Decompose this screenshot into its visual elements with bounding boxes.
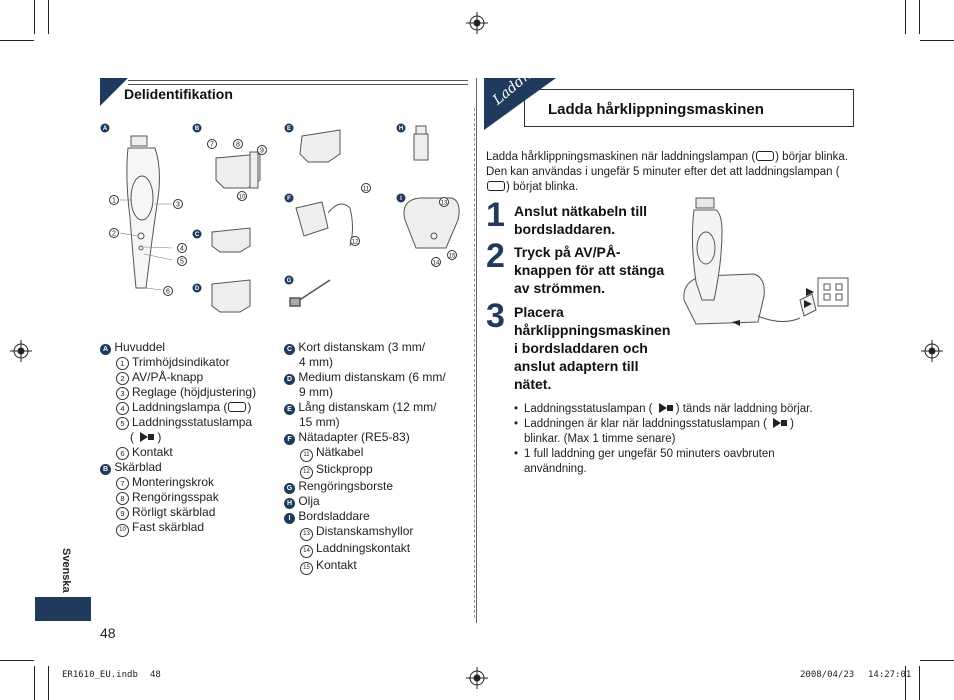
charge-status-icon	[659, 403, 667, 413]
dashed-divider	[474, 108, 475, 618]
diagram-badge: C	[194, 232, 200, 239]
charge-status-icon	[773, 418, 781, 428]
crop-mark	[34, 0, 35, 34]
crop-mark	[34, 666, 35, 700]
list-item: 8 Rengöringsspak	[100, 490, 256, 505]
registration-mark-icon	[466, 667, 488, 689]
crop-mark	[48, 0, 49, 34]
list-item: I Bordsladdare	[284, 509, 446, 524]
list-item: A Huvuddel	[100, 340, 256, 355]
list-item: 2 AV/PÅ-knapp	[100, 370, 256, 385]
list-item: 3 Reglage (höjdjustering)	[100, 385, 256, 400]
crop-mark	[920, 40, 954, 41]
diagram-number: 10	[238, 194, 246, 201]
list-item: 11 Nätkabel	[284, 445, 446, 462]
registration-mark-icon	[921, 340, 943, 362]
diagram-badge: G	[286, 278, 292, 285]
list-item: 1 Trimhöjdsindikator	[100, 355, 256, 370]
footer-time: 14:27:01	[868, 670, 912, 680]
crop-mark	[919, 0, 920, 34]
charge-lamp-icon	[487, 181, 505, 191]
crop-mark	[905, 0, 906, 34]
list-item: 9 Rörligt skärblad	[100, 505, 256, 520]
crop-mark	[0, 660, 34, 661]
list-item: 12 Stickpropp	[284, 462, 446, 479]
diagram-number: 5	[180, 258, 184, 266]
list-item: 7 Monteringskrok	[100, 475, 256, 490]
charge-lamp-icon	[228, 402, 246, 412]
registration-mark-icon	[466, 12, 488, 34]
section-title-left: Delidentifikation	[124, 86, 233, 102]
footer-date: 2008/04/23	[800, 670, 855, 680]
list-item: 15 Kontakt	[284, 558, 446, 575]
list-item: 4 mm)	[299, 355, 333, 369]
list-item: E Lång distanskam (12 mm/	[284, 400, 446, 415]
intro-paragraph: Ladda hårklippningsmaskinen när laddningslampan ( ) börjar blinka. Den kan användas i ungefär 5 minuter efter det att laddningslampan () börjat blinka.	[486, 151, 849, 193]
list-item: H Olja	[284, 494, 446, 509]
list-item: 13 Distanskamshyllor	[284, 524, 446, 541]
list-item: 15 mm)	[299, 415, 340, 429]
diagram-badge: F	[287, 196, 291, 203]
footer-page: 48	[150, 670, 161, 680]
diagram-number: 1	[112, 197, 116, 205]
list-item: 9 mm)	[299, 385, 333, 399]
list-item: ( )	[130, 430, 162, 444]
diagram-number: 3	[176, 201, 180, 209]
diagram-badge: H	[398, 126, 404, 133]
list-item: 10 Fast skärblad	[100, 520, 256, 537]
list-item: 4 Laddningslampa ( )	[100, 400, 256, 415]
list-item: • Laddningen är klar när laddningsstatuslampan ( ) blinkar. (Max 1 timme senare)	[514, 417, 854, 447]
diagram-number: 8	[236, 141, 240, 149]
section-script-label: Laddning	[490, 52, 552, 109]
crop-mark	[0, 40, 34, 41]
diagram-number: 7	[210, 141, 214, 149]
diagram-number: 13	[440, 200, 448, 207]
charge-status-icon	[140, 432, 148, 442]
list-item: B Skärblad	[100, 460, 256, 475]
language-tab	[35, 597, 91, 621]
parts-diagram	[100, 118, 470, 343]
crop-mark	[920, 660, 954, 661]
diagram-number: 14	[432, 260, 440, 267]
crop-mark	[919, 666, 920, 700]
step-number: 1	[486, 196, 505, 234]
parts-list-col1	[100, 340, 256, 537]
registration-mark-icon	[10, 340, 32, 362]
diagram-number: 12	[351, 239, 359, 246]
diagram-badge: A	[102, 126, 108, 133]
list-item: 6 Kontakt	[100, 445, 256, 460]
list-item: C Kort distanskam (3 mm/	[284, 340, 446, 355]
language-tab-label: Svenska	[60, 548, 72, 593]
step-text: Placera hårklippningsmaskinen i bordsladdaren och anslut adaptern till nätet.	[514, 304, 671, 392]
section-title-right: Ladda hårklippningsmaskinen	[548, 101, 764, 118]
diagram-number: 9	[260, 147, 264, 155]
diagram-badge: I	[400, 196, 402, 203]
page-number: 48	[100, 625, 116, 641]
diagram-number: 11	[362, 186, 370, 193]
diagram-number: 6	[166, 288, 170, 296]
charging-illustration	[682, 192, 858, 340]
footer-file: ER1610_EU.indb	[62, 670, 138, 680]
diagram-badge: E	[286, 126, 292, 133]
crop-mark	[48, 666, 49, 700]
list-item: 5 Laddningsstatuslampa	[100, 415, 256, 430]
diagram-number: 2	[112, 230, 116, 238]
list-item: 14 Laddningskontakt	[284, 541, 446, 558]
diagram-number: 15	[448, 253, 456, 260]
step-text: Tryck på AV/PÅ- knappen för att stänga av strömmen.	[514, 244, 665, 296]
list-item: G Rengöringsborste	[284, 479, 446, 494]
diagram-badge: B	[194, 126, 200, 133]
list-item: • Laddningsstatuslampan ( ) tänds när laddning börjar.	[514, 402, 854, 417]
step-number: 3	[486, 297, 505, 335]
step-text: Anslut nätkabeln till bordsladdaren.	[514, 203, 648, 237]
diagram-badge: D	[194, 286, 200, 293]
column-divider	[476, 78, 477, 623]
list-item: D Medium distanskam (6 mm/	[284, 370, 446, 385]
list-item: • 1 full laddning ger ungefär 50 minuters oavbruten användning.	[514, 447, 854, 477]
parts-list-col2	[284, 340, 446, 575]
notes-list	[514, 402, 854, 477]
diagram-number: 4	[180, 245, 184, 253]
step-number: 2	[486, 237, 505, 275]
charge-lamp-icon	[756, 151, 774, 161]
list-item: F Nätadapter (RE5-83)	[284, 430, 446, 445]
